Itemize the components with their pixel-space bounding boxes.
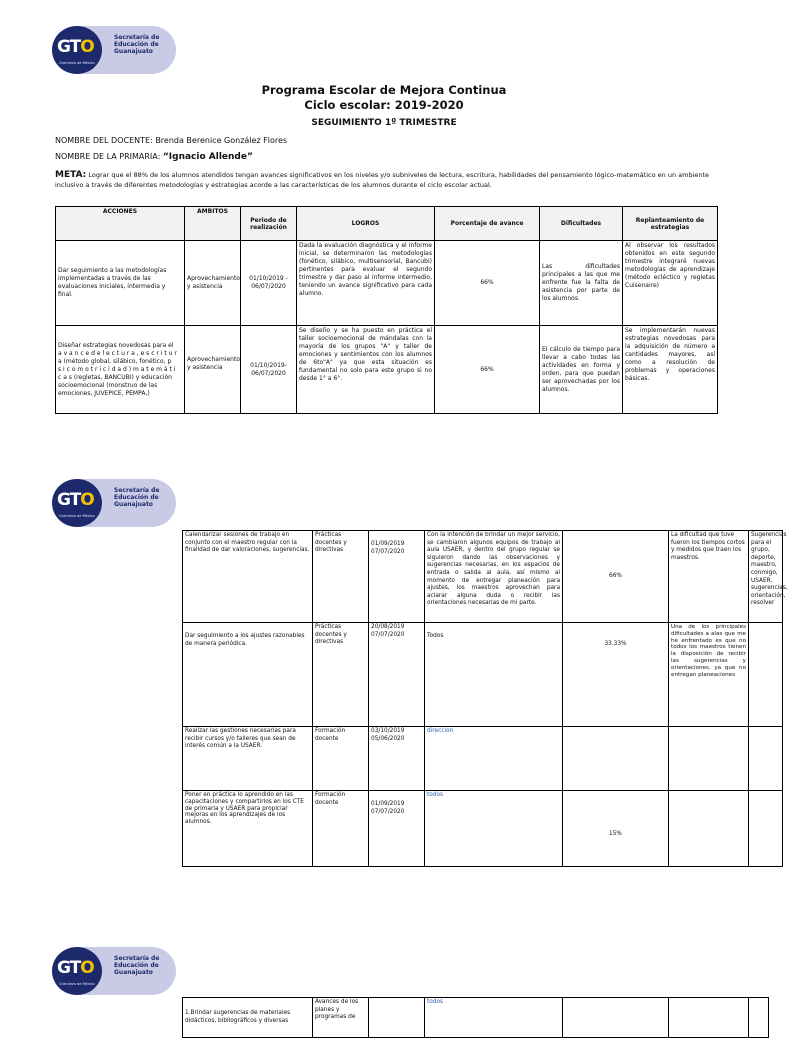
cell-porcentaje: 15% [563,791,669,867]
school-cycle: Ciclo escolar: 2019-2020 [304,98,464,112]
cell-logros: Con la intención de brindar un mejor servicio, se cambiaron algunos equipos de trabajo al aula USAER, y dentro del grupo regular se siguieron dando las observaciones y sugerencias necesarias, en los espacios de entrada o salida al aula, así mismo al momento de entregar planeación para ajustes, los maestros aprovechan para aclarar alguna duda o recibir las orientaciones necesarias de mi parte. [425,531,563,623]
cell-dificultades [669,791,749,867]
cell-accion [56,326,185,414]
teacher-name-line [55,136,287,145]
cell-accion: Dar seguimiento a las metodologías implementadas a través de las evaluaciones iniciales, intermedia y final. [56,241,185,326]
cell-periodo: 01/09/2019 07/07/2020 [369,531,425,623]
meta-text: Lograr que el 88% de los alumnos atendidos tengan avances significativos en los niveles y/o subniveles de lectura, escritura, habilidades del pensamiento lógico-matemático en un ambiente inclusivo a través de diferentes metodologías y estrategias acorde a las características de los alumnos durante el ciclo escolar actual. [55,171,710,189]
cell-porcentaje: 66% [435,241,540,326]
table-row [183,791,783,867]
seguimiento-table-continued [182,530,788,867]
cell-replanteamiento: Al observar los resultados obtenidos en este segundo trimestre integraré nuevas metodologías de aprendizaje (método ecléctico y regletas Cuisenaire) [623,241,718,326]
cell-accion: 1.Brindar sugerencias de materiales didácticos, bibliográficos y diversas [183,998,313,1038]
document-subtitle: SEGUIMIENTO 1º TRIMESTRE [311,118,457,128]
cell-logros: Se diseño y se ha puesto en práctica el taller socioemocional de mándalas con la mayoría de los grupos "A" y taller de emociones y sentimientos con los alumnos de 6to"A" ya que esta situación es fundamental no solo para este grupo si no desde 1° a 6°. [297,326,435,414]
header-dificultades: Dificultades [540,207,623,241]
header-acciones: ACCIONES [56,207,185,241]
accion-line: Diseñar estrategias novedosas para el [58,341,174,349]
cell-logros: todos [425,998,563,1038]
school-label: NOMBRE DE LA PRIMARIA: [55,152,161,161]
cell-ambito: Prácticas docentes y directivas [313,623,369,727]
meta-paragraph [55,170,725,190]
gto-brand: GTO [57,958,94,978]
cell-porcentaje [563,727,669,791]
cell-ambito: Prácticas docentes y directivas [313,531,369,623]
school-name: “Ignacio Allende” [162,152,253,162]
logo-tagline: Grandeza de México [59,514,95,518]
table-row [56,241,718,326]
table-row [183,727,783,791]
cell-logros: Todos [425,623,563,727]
logo-text: Secretaría de Educación de Guanajuato [114,34,160,55]
logo-tagline: Grandeza de México [59,61,95,65]
cell-logros: direccion [425,727,563,791]
sep-guanajuato-logo [52,479,176,527]
meta-label: META: [55,170,87,180]
sep-guanajuato-logo [52,947,176,995]
header-periodo: Periodo de realización [241,207,297,241]
teacher-label: NOMBRE DEL DOCENTE: [55,136,153,145]
cell-porcentaje [563,998,669,1038]
gto-brand: GTO [57,37,94,57]
cell-replanteamiento [749,623,783,727]
cell-replanteamiento [749,998,769,1038]
cell-logros: Dada la evaluación diagnóstica y el informe inicial, se determinaron las metodologías (fonético, silábico, multisensorial, Bancubi) pertinentes para evaluar el segundo trimestre y dar paso al informe intermedio, teniendo un avance significativo para cada alumno. [297,241,435,326]
cell-accion: Calendarizar sesiones de trabajo en conjunto con el maestro regular con la finalidad de dar valoraciones, sugerencias. [183,531,313,623]
table-row [183,623,783,727]
cell-porcentaje: 66% [435,326,540,414]
header-logros: LOGROS [297,207,435,241]
gto-emblem [52,947,102,995]
cell-replanteamiento [749,727,783,791]
school-name-line [55,152,253,162]
cell-accion: Dar seguimiento a los ajustes razonables de manera periódica. [183,623,313,727]
cell-dificultades [669,727,749,791]
logo-tagline: Grandeza de México [59,982,95,986]
cell-accion: Realizar las gestiones necesarias para recibir cursos y/o talleres que sean de interés común a la USAER. [183,727,313,791]
document-title: Programa Escolar de Mejora Continua [261,83,507,97]
gto-emblem [52,479,102,527]
table-row [183,531,783,623]
logo-text: Secretaría de Educación de Guanajuato [114,955,160,976]
cell-periodo: 20/08/2019 07/07/2020 [369,623,425,727]
cell-porcentaje: 33.33% [563,623,669,727]
gto-brand: GTO [57,490,94,510]
cell-dificultades: El cálculo de tiempo para llevar a cabo todas las actividades en forma y orden, para que puedan ser aprovechadas por los alumnos. [540,326,623,414]
gto-emblem [52,26,102,74]
header-ambitos: AMBITOS [185,207,241,241]
sep-guanajuato-logo [52,26,176,74]
accion-line: c a s (regletas, BANCUBI) y educación socioemocional (monstruo de las emociones, JUVEPICE, PEMPA,) [58,373,172,397]
cell-periodo: 01/10/2019 - 06/07/2020 [241,241,297,326]
cell-logros: todos [425,791,563,867]
table-row [56,326,718,414]
cell-replanteamiento: Se implementarán nuevas estrategias novedosas para la adquisición de número a cantidades mayores, así como a resolución de problemas y operaciones básicas. [623,326,718,414]
seguimiento-table-page3 [182,997,769,1038]
cell-periodo: 03/10/2019 05/06/2020 [369,727,425,791]
accion-line: a v a n c e d e l e c t u r a , e s c r i t u r [58,349,177,357]
cell-dificultades [669,998,749,1038]
header-replanteamiento: Replanteamiento de estrategias [623,207,718,241]
cell-ambito: Avances de los planes y programas de [313,998,369,1038]
cell-accion: Poner en práctica lo aprendido en las capacitaciones y compartirlos en los CTE de primaria y USAER para propiciar mejoras en los aprendizajes de los alumnos. [183,791,313,867]
cell-dificultades: La dificultad que tuve fueron los tiempos cortos y medidos que traen los maestros. [669,531,749,623]
cell-periodo [369,998,425,1038]
cell-replanteamiento [749,791,783,867]
cell-porcentaje: 66% [563,531,669,623]
cell-periodo: 01/10/2019- 06/07/2020 [241,326,297,414]
header-porcentaje: Porcentaje de avance [435,207,540,241]
table-header-row [56,207,718,241]
logo-text: Secretaría de Educación de Guanajuato [114,487,160,508]
cell-dificultades: Las dificultades principales a las que me enfrente fue la falta de asistencia por parte de los alumnos. [540,241,623,326]
accion-line: a (método global, silábico, fonético, p [58,357,172,365]
cell-replanteamiento: Sugerencias para el grupo, deporte, maestro, conmigo, USAER, sugerencias, orientación, resolver [749,531,783,623]
cell-ambito: Formación docente [313,727,369,791]
accion-line: s i c o m o t r i c i d a d ) m a t e m á t i [58,365,176,373]
seguimiento-table [55,206,718,414]
teacher-name: Brenda Berenice González Flores [155,136,288,145]
cell-ambito: Aprovechamiento y asistencia [185,241,241,326]
cell-dificultades: Una de los principales dificultades a alas que me he enfrentado es que no todos los maestros tienen la disposición de recibir las sugerencias y orientaciones, ya que no entregan planeaciones [669,623,749,727]
table-row [183,998,769,1038]
cell-ambito: Formación docente [313,791,369,867]
cell-periodo: 01/09/2019 07/07/2020 [369,791,425,867]
cell-ambito: Aprovechamiento y asistencia [185,326,241,414]
